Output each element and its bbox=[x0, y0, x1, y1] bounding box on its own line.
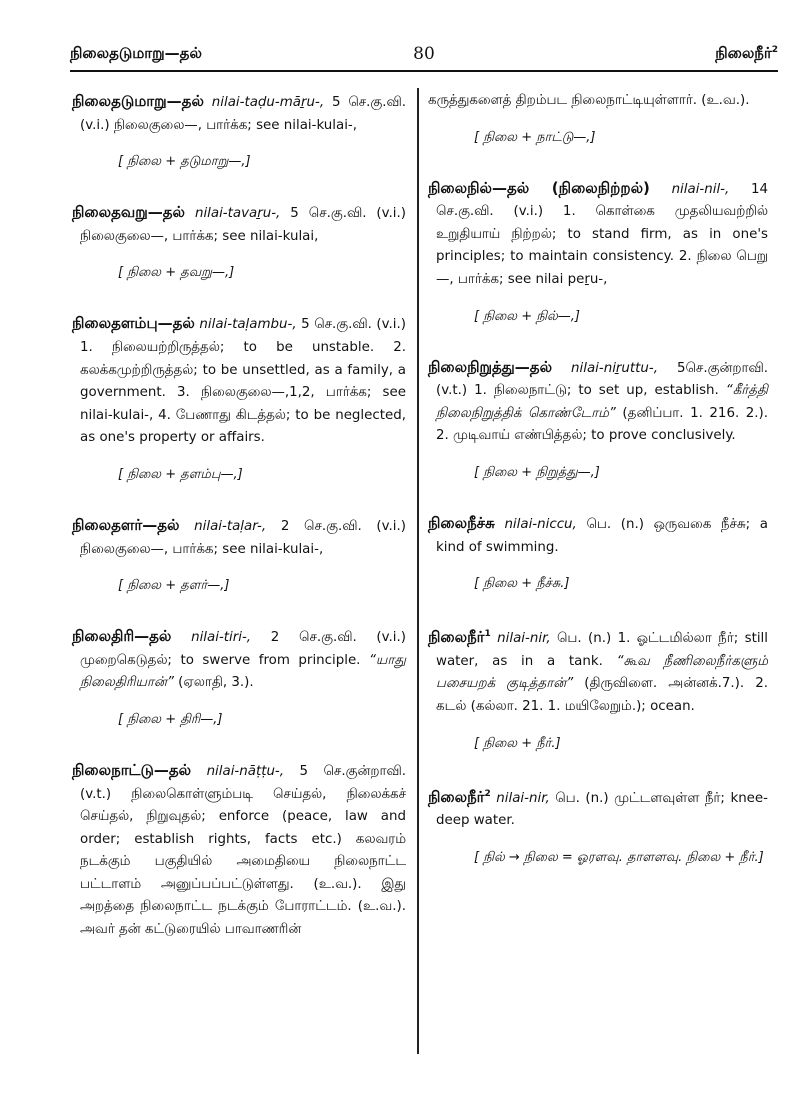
definition: 5 செ.கு.வி. (v.i.) 1. நிலையற்றிருத்தல்; to be unstable. 2. கலக்கமுற்றிருத்தல்; to be unsettled, as a family, a government. 3. நிலைகுலை—,1,2, பார்க்க; see nilai-kulai-, 4. பேணாது கிடத்தல்; to be neglected, as one's property or affairs. bbox=[80, 317, 406, 446]
headword-text: நிலைநீர் bbox=[428, 628, 485, 647]
dictionary-entry bbox=[428, 783, 768, 869]
headword bbox=[428, 628, 491, 646]
definition: பெ. (n.) ஒருவகை நீச்சு; a kind of swimming. bbox=[436, 516, 768, 555]
headword: நிலைதளம்பு—தல் bbox=[72, 314, 195, 333]
definition: 2 செ.கு.வி. (v.i.) நிலைகுலை—, பார்க்க; see nilai-kulai-, bbox=[80, 518, 406, 557]
etymology: [ நில் → நிலை = ஓரளவு. தாளளவு. நிலை + நீர்.] bbox=[474, 849, 764, 865]
transliteration: nilai-niccu, bbox=[504, 516, 577, 532]
definition-continued: (தனிப்பா. 1. 216. 2.). 2. முடிவாய் எண்பித்தல்; to prove conclusively. bbox=[436, 405, 769, 444]
transliteration: nilai-tavaṟu-, bbox=[194, 206, 281, 222]
dictionary-entry bbox=[428, 356, 768, 484]
dictionary-entry bbox=[72, 312, 406, 486]
dictionary-entry bbox=[72, 625, 406, 731]
etymology: [ நிலை + தளர்—,] bbox=[118, 578, 230, 594]
headword: நிலைநில்—தல் (நிலைநிற்றல்) bbox=[428, 178, 650, 197]
quotation-source: (ஏலாதி, 3.). bbox=[178, 675, 254, 691]
definition: 2 செ.கு.வி. (v.i.) முறைகெடுதல்; to swerve from principle. bbox=[80, 630, 406, 668]
definition: பெ. (n.) முட்டளவுள்ள நீர்; knee-deep water. bbox=[436, 790, 768, 829]
quotation: “கூவ நீணிலைநீர்களும் பசையறக் குடித்தான்” bbox=[436, 653, 768, 692]
dictionary-entry bbox=[428, 623, 768, 754]
headword: நிலைநாட்டு—தல் bbox=[72, 760, 192, 779]
headword: நிலைதவறு—தல் bbox=[72, 203, 185, 222]
quotation: “கீர்த்தி நிலைநிறுத்திக் கொண்டோம்” bbox=[436, 383, 768, 421]
headword: நிலைதளர்—தல் bbox=[72, 515, 180, 534]
etymology: [ நிலை + தடுமாறு—,] bbox=[118, 154, 251, 170]
page-header bbox=[70, 44, 778, 72]
etymology: [ நிலை + நிறுத்து—,] bbox=[474, 464, 600, 480]
transliteration: nilai-taḷar-, bbox=[194, 518, 267, 534]
definition: பெ. (n.) 1. ஓட்டமில்லா நீர்; still water, as in a tank. bbox=[436, 631, 768, 669]
etymology: [ நிலை + தளம்பு—,] bbox=[118, 466, 243, 482]
dictionary-entry bbox=[72, 514, 406, 597]
right-guide-superscript: 2 bbox=[771, 45, 778, 55]
right-guide-word bbox=[715, 44, 778, 64]
left-column bbox=[72, 90, 406, 948]
definition: கருத்துகளைத் திறம்பட நிலைநாட்டியுள்ளார். (உ.வ.). bbox=[428, 93, 750, 108]
right-column bbox=[428, 90, 768, 897]
definition: 5 செ.கு.வி. (v.i.) நிலைகுலை—, பார்க்க; see nilai-kulai, bbox=[80, 206, 406, 244]
headword: நிலைநீச்சு bbox=[428, 513, 495, 532]
homonym-number: 2 bbox=[484, 788, 491, 799]
headword: நிலைநிறுத்து—தல் bbox=[428, 357, 553, 376]
entry-continuation bbox=[428, 90, 768, 149]
headword: நிலைதிரி—தல் bbox=[72, 627, 172, 646]
page-number: 80 bbox=[413, 44, 435, 64]
etymology: [ நிலை + நீர்.] bbox=[474, 735, 561, 751]
transliteration: nilai-taḷambu-, bbox=[199, 317, 297, 333]
dictionary-entry bbox=[428, 177, 768, 328]
transliteration: nilai-niṟuttu-, bbox=[571, 360, 658, 376]
quotation: “யாது நிலைதிரியான்” bbox=[80, 652, 406, 691]
dictionary-entry bbox=[72, 201, 406, 284]
etymology: [ நிலை + நாட்டு—,] bbox=[474, 129, 596, 145]
right-guide-text: நிலைநீர் bbox=[715, 44, 772, 62]
homonym-number: 1 bbox=[484, 629, 491, 640]
definition: 5 செ.குன்றாவி. (v.t.) நிலைகொள்ளும்படி செய்தல், நிலைக்கச் செய்தல், நிறுவுதல்; enforce (peace, law and order; establish rights, facts etc.) கலவரம் நடக்கும் பகுதியில் அமைதியை நிலைநாட்ட பட்டாளம் அனுப்பப்பட்டுள்ளது. (உ.வ.). இது அறத்தை நிலைநாட்ட நடக்கும் போராட்டம். (உ.வ.). அவர் தன் கட்டுரையில் பாவாணரின் bbox=[80, 763, 407, 938]
headword bbox=[428, 788, 491, 806]
transliteration: nilai-nir, bbox=[496, 790, 550, 806]
left-guide-word: நிலைதடுமாறு—தல் bbox=[70, 44, 202, 62]
transliteration: nilai-taḍu-māṟu-, bbox=[211, 95, 325, 110]
transliteration: nilai-tiri-, bbox=[191, 630, 252, 646]
definition: 5செ.குன்றாவி. (v.t.) 1. நிலைநாட்டு; to set up, establish. bbox=[436, 360, 768, 399]
dictionary-entry bbox=[428, 512, 768, 595]
dictionary-entry bbox=[72, 759, 406, 942]
headword: நிலைதடுமாறு—தல் bbox=[72, 92, 204, 110]
headword-text: நிலைநீர் bbox=[428, 787, 485, 806]
etymology: [ நிலை + நில்—,] bbox=[474, 308, 580, 324]
transliteration: nilai-nir, bbox=[497, 631, 551, 647]
definition-continued: (திருவிளை. அன்னக்.7.). 2. கடல் (கல்லா. 21. 1. மயிலேறும்.); ocean. bbox=[436, 676, 768, 714]
dictionary-entry bbox=[72, 90, 406, 173]
definition: 14 செ.கு.வி. (v.i.) 1. கொள்கை முதலியவற்றில் உறுதியாய் நிற்றல்; to stand firm, as in one's principles; to maintain consistency. 2. நிலை பெறு—, பார்க்க; see nilai peṟu-, bbox=[436, 181, 768, 287]
transliteration: nilai-nil-, bbox=[671, 181, 730, 197]
transliteration: nilai-nāṭṭu-, bbox=[206, 763, 285, 779]
etymology: [ நிலை + தவறு—,] bbox=[118, 265, 235, 281]
column-divider bbox=[417, 88, 419, 1054]
etymology: [ நிலை + நீச்சு.] bbox=[474, 576, 570, 592]
etymology: [ நிலை + திரி—,] bbox=[118, 711, 223, 727]
definition: 5 செ.கு.வி. (v.i.) நிலைகுலை—, பார்க்க; see nilai-kulai-, bbox=[80, 95, 406, 133]
